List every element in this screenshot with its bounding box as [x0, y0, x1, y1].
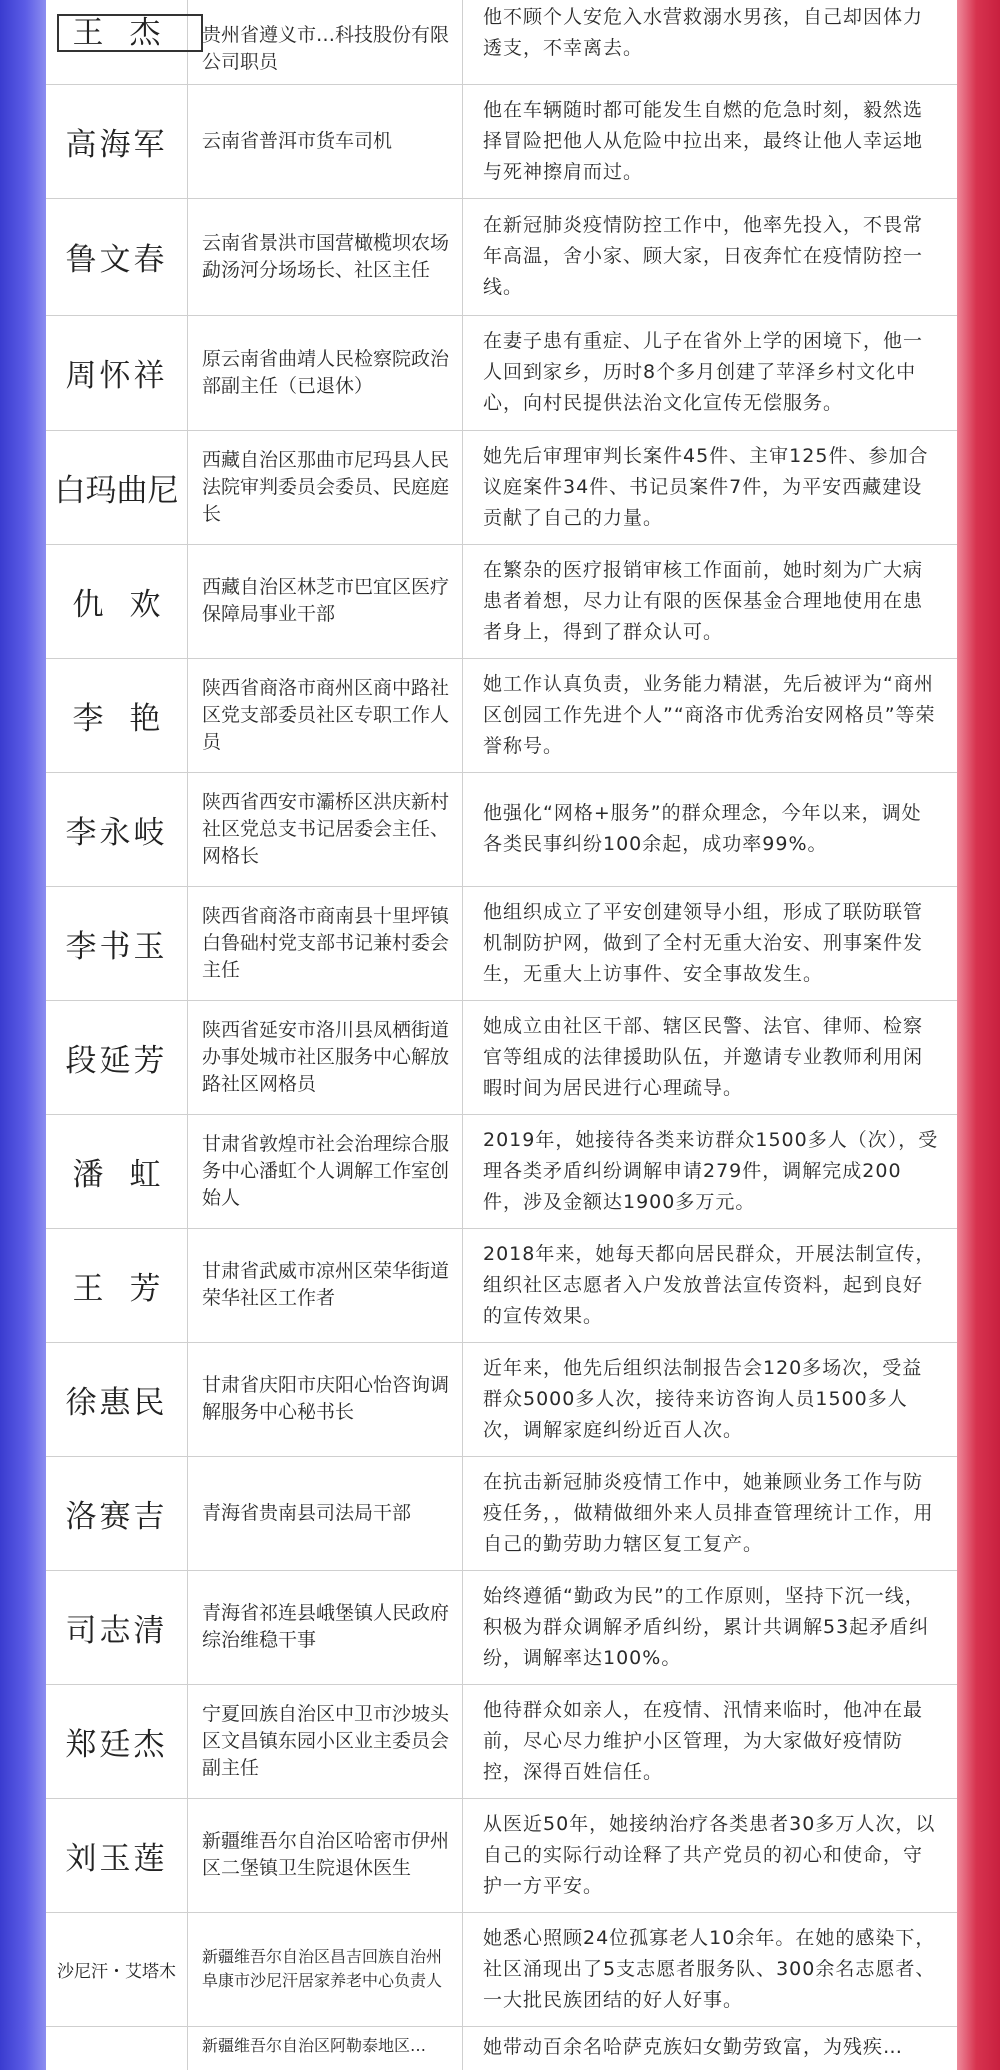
- table-row: [46, 1912, 957, 2027]
- person-name: 周怀祥: [65, 358, 168, 394]
- deed-description: 她成立由社区干部、辖区民警、法官、律师、检察官等组成的法律援助队伍，并邀请专业教师利用闲暇时间为居民进行心理疏导。: [483, 1014, 924, 1099]
- table-row: [46, 1570, 957, 1685]
- deed-description: 在妻子患有重症、儿子在省外上学的困境下，他一人回到家乡，历时8个多月创建了苹泽乡村文化中心，向村民提供法治文化宣传无偿服务。: [483, 330, 924, 414]
- table-row: [46, 658, 957, 773]
- work-unit: 新疆维吾尔自治区阿勒泰地区…: [202, 2036, 427, 2055]
- deed-description: 在新冠肺炎疫情防控工作中，他率先投入，不畏常年高温，舍小家、顾大家，日夜奔忙在疫情防控一线。: [483, 214, 924, 298]
- deed-cell: [463, 1228, 957, 1342]
- name-cell: [46, 84, 188, 198]
- deed-description: 2018年来，她每天都向居民群众，开展法制宣传，组织社区志愿者入户发放普法宣传资料，起到良好的宣传效果。: [483, 1242, 936, 1327]
- work-unit: 陕西省延安市洛川县凤栖街道办事处城市社区服务中心解放路社区网格员: [202, 1018, 450, 1095]
- table-row: [46, 1456, 957, 1571]
- name-cell: [46, 2026, 188, 2070]
- name-cell: [46, 315, 188, 430]
- deed-description: 2019年，她接待各类来访群众1500多人（次），受理各类矛盾纠纷调解申请279件，调解完成200件，涉及金额达1900多万元。: [483, 1128, 939, 1213]
- table-row: [46, 1684, 957, 1799]
- deed-cell: [463, 84, 957, 198]
- work-unit: 陕西省西安市灞桥区洪庆新村社区党总支书记居委会主任、网格长: [202, 790, 450, 867]
- name-cell: [46, 1228, 188, 1342]
- work-unit: 甘肃省敦煌市社会治理综合服务中心潘虹个人调解工作室创始人: [202, 1132, 450, 1209]
- work-unit: 新疆维吾尔自治区哈密市伊州区二堡镇卫生院退休医生: [202, 1830, 450, 1879]
- work-unit: 云南省景洪市国营橄榄坝农场勐汤河分场场长、社区主任: [202, 231, 450, 281]
- work-unit: 青海省贵南县司法局干部: [202, 1501, 412, 1524]
- name-cell: [46, 198, 188, 315]
- table-row: [46, 198, 957, 316]
- deed-cell: [463, 1798, 957, 1912]
- table-row: [46, 2026, 957, 2070]
- name-cell: [46, 430, 188, 544]
- person-name: 王芳: [72, 1270, 187, 1307]
- deed-description: 她悉心照顾24位孤寡老人10余年。在她的感染下，社区涌现出了5支志愿者服务队、300余名志愿者、一大批民族团结的好人好事。: [483, 1926, 936, 2011]
- person-name: 潘虹: [72, 1156, 187, 1193]
- name-cell: [46, 1684, 188, 1798]
- deed-description: 在抗击新冠肺炎疫情工作中，她兼顾业务工作与防疫任务，，做精做细外来人员排查管理统计工作，用自己的勤劳助力辖区复工复产。: [483, 1470, 934, 1555]
- work-unit: 贵州省遵义市…科技股份有限公司职员: [202, 24, 450, 73]
- deed-cell: [463, 315, 957, 430]
- person-name: 刘玉莲: [65, 1840, 168, 1877]
- deed-description: 她先后审理审判长案件45件、主审125件、参加合议庭案件34件、书记员案件7件，为平安西藏建设贡献了自己的力量。: [483, 444, 929, 529]
- unit-cell: [188, 198, 463, 315]
- deed-description: 他在车辆随时都可能发生自燃的危急时刻，毅然选择冒险把他人从危险中拉出来，最终让他人幸运地与死神擦肩而过。: [483, 98, 924, 183]
- deed-cell: [463, 2026, 957, 2070]
- unit-cell: [188, 886, 463, 1000]
- person-name: 李艳: [72, 700, 187, 737]
- name-cell: [46, 0, 188, 84]
- deed-description: 她工作认真负责，业务能力精湛，先后被评为“商州区创园工作先进个人”“商洛市优秀治安网格员”等荣誉称号。: [483, 672, 936, 757]
- table-row: [46, 430, 957, 545]
- deed-cell: [463, 886, 957, 1000]
- table-row: [46, 315, 957, 431]
- deed-cell: [463, 1570, 957, 1684]
- table-row: [46, 1798, 957, 1913]
- unit-cell: [188, 2026, 463, 2070]
- work-unit: 甘肃省庆阳市庆阳心怡咨询调解服务中心秘书长: [202, 1374, 450, 1423]
- table-row: [46, 84, 957, 199]
- name-cell: [46, 1114, 188, 1228]
- deed-description: 在繁杂的医疗报销审核工作面前，她时刻为广大病患者着想，尽力让有限的医保基金合理地使用在患者身上，得到了群众认可。: [483, 558, 924, 643]
- unit-cell: [188, 544, 463, 658]
- person-name: 郑廷杰: [65, 1726, 168, 1763]
- name-cell: [46, 772, 188, 886]
- deed-cell: [463, 0, 957, 84]
- unit-cell: [188, 1570, 463, 1684]
- table-row: [46, 772, 957, 887]
- deed-cell: [463, 1684, 957, 1798]
- unit-cell: [188, 430, 463, 544]
- unit-cell: [188, 1798, 463, 1912]
- right-red-border: [957, 0, 1000, 2070]
- deed-cell: [463, 1456, 957, 1570]
- name-cell: [46, 544, 188, 658]
- person-name: 白玛曲尼: [54, 472, 179, 509]
- deed-cell: [463, 1342, 957, 1456]
- deed-cell: [463, 658, 957, 772]
- person-name: 司志清: [65, 1612, 168, 1649]
- table-row: [46, 1000, 957, 1115]
- person-name: 李永岐: [65, 814, 168, 851]
- person-name: 高海军: [65, 126, 168, 163]
- person-name: 王杰: [57, 14, 203, 52]
- person-name: 沙尼汗・艾塔木: [57, 1961, 176, 1982]
- unit-cell: [188, 1000, 463, 1114]
- table-row: [46, 0, 957, 85]
- deed-description: 她带动百余名哈萨克族妇女勤劳致富，为残疾…: [483, 2036, 904, 2058]
- table-row: [46, 544, 957, 659]
- deed-cell: [463, 1114, 957, 1228]
- work-unit: 西藏自治区那曲市尼玛县人民法院审判委员会委员、民庭庭长: [202, 448, 450, 525]
- name-cell: [46, 1342, 188, 1456]
- deed-description: 他强化“网格+服务”的群众理念，今年以来，调处各类民事纠纷100余起，成功率99%。: [483, 802, 922, 855]
- honoree-table: [46, 0, 957, 2070]
- name-cell: [46, 1000, 188, 1114]
- unit-cell: [188, 0, 463, 84]
- unit-cell: [188, 658, 463, 772]
- left-blue-border: [0, 0, 46, 2070]
- unit-cell: [188, 1456, 463, 1570]
- unit-cell: [188, 1912, 463, 2026]
- deed-description: 近年来，他先后组织法制报告会120多场次，受益群众5000多人次，接待来访咨询人员1500多人次，调解家庭纠纷近百人次。: [483, 1356, 923, 1441]
- deed-description: 他不顾个人安危入水营救溺水男孩，自己却因体力透支，不幸离去。: [483, 6, 924, 59]
- work-unit: 青海省祁连县峨堡镇人民政府综治维稳干事: [202, 1602, 450, 1651]
- deed-cell: [463, 544, 957, 658]
- deed-cell: [463, 198, 957, 315]
- name-cell: [46, 1912, 188, 2026]
- unit-cell: [188, 1684, 463, 1798]
- deed-cell: [463, 1912, 957, 2026]
- work-unit: 陕西省商洛市商南县十里坪镇白鲁础村党支部书记兼村委会主任: [202, 904, 450, 981]
- deed-description: 他组织成立了平安创建领导小组，形成了联防联管机制防护网，做到了全村无重大治安、刑事案件发生，无重大上访事件、安全事故发生。: [483, 900, 924, 985]
- table-row: [46, 1228, 957, 1343]
- table-row: [46, 886, 957, 1001]
- name-cell: [46, 1456, 188, 1570]
- deed-description: 始终遵循“勤政为民”的工作原则，坚持下沉一线，积极为群众调解矛盾纠纷，累计共调解53起矛盾纠纷，调解率达100%。: [483, 1584, 930, 1669]
- work-unit: 陕西省商洛市商州区商中路社区党支部委员社区专职工作人员: [202, 676, 450, 753]
- work-unit: 宁夏回族自治区中卫市沙坡头区文昌镇东园小区业主委员会副主任: [202, 1702, 450, 1779]
- person-name: 徐惠民: [65, 1384, 168, 1421]
- table-row: [46, 1114, 957, 1229]
- person-name: 仇欢: [72, 586, 187, 623]
- unit-cell: [188, 772, 463, 886]
- deed-cell: [463, 1000, 957, 1114]
- work-unit: 甘肃省武威市凉州区荣华街道荣华社区工作者: [202, 1260, 450, 1309]
- work-unit: 云南省普洱市货车司机: [202, 129, 393, 152]
- table-row: [46, 1342, 957, 1457]
- unit-cell: [188, 1228, 463, 1342]
- unit-cell: [188, 1114, 463, 1228]
- unit-cell: [188, 84, 463, 198]
- unit-cell: [188, 315, 463, 430]
- name-cell: [46, 1570, 188, 1684]
- person-name: 鲁文春: [65, 242, 168, 278]
- deed-description: 他待群众如亲人，在疫情、汛情来临时，他冲在最前，尽心尽力维护小区管理，为大家做好疫情防控，深得百姓信任。: [483, 1698, 924, 1783]
- deed-cell: [463, 772, 957, 886]
- person-name: 段延芳: [65, 1042, 168, 1079]
- deed-cell: [463, 430, 957, 544]
- person-name: 李书玉: [65, 928, 168, 965]
- person-name: 洛赛吉: [65, 1498, 168, 1535]
- name-cell: [46, 1798, 188, 1912]
- work-unit: 原云南省曲靖人民检察院政治部副主任（已退休）: [202, 347, 450, 397]
- name-cell: [46, 886, 188, 1000]
- name-cell: [46, 658, 188, 772]
- deed-description: 从医近50年，她接纳治疗各类患者30多万人次，以自己的实际行动诠释了共产党员的初心和使命，守护一方平安。: [483, 1812, 936, 1897]
- unit-cell: [188, 1342, 463, 1456]
- work-unit: 西藏自治区林芝市巴宜区医疗保障局事业干部: [202, 576, 450, 625]
- work-unit: 新疆维吾尔自治区昌吉回族自治州阜康市沙尼汗居家养老中心负责人: [202, 1947, 443, 1990]
